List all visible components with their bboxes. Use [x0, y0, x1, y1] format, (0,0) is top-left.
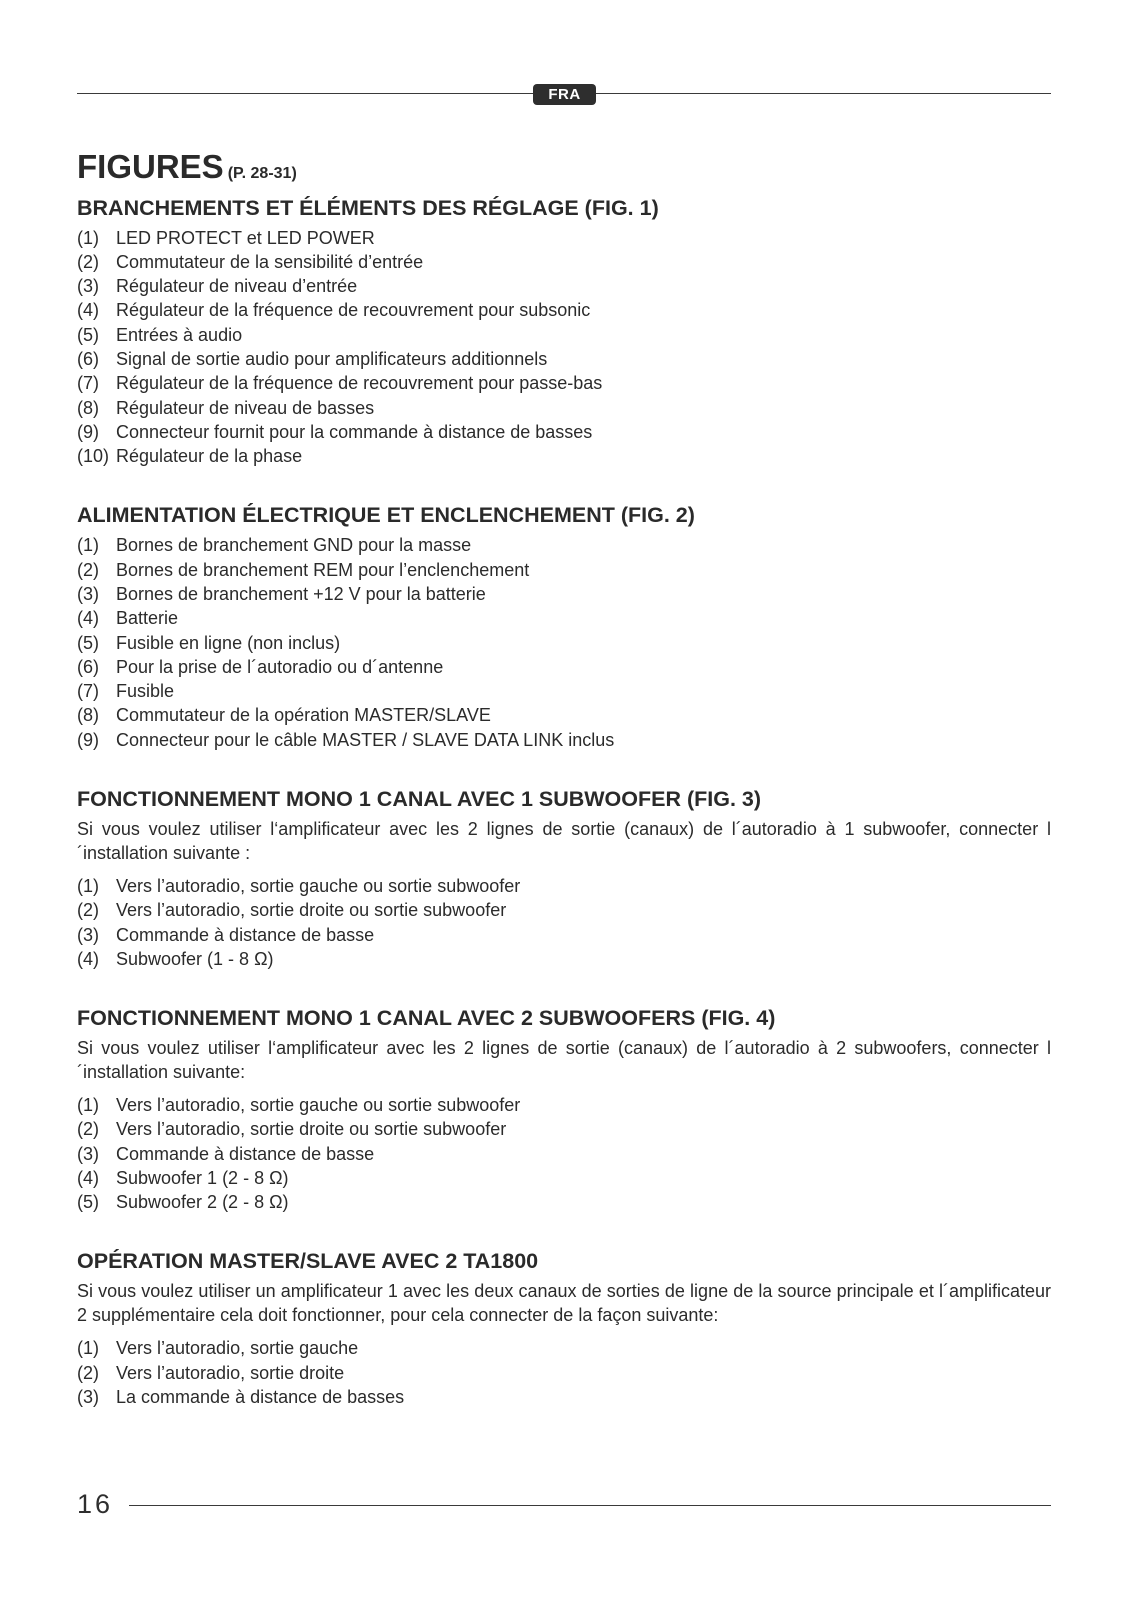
item-number: (1) — [77, 227, 99, 248]
item-number: (4) — [77, 300, 99, 321]
item-text: Connecteur fournit pour la commande à distance de basses — [116, 421, 593, 442]
list-item — [77, 298, 1051, 322]
item-number: (1) — [77, 1338, 99, 1359]
item-text: Commande à distance de basse — [116, 924, 375, 945]
section-heading: ALIMENTATION ÉLECTRIQUE ET ENCLENCHEMENT (FIG. 2) — [77, 503, 695, 528]
list-item — [77, 728, 1051, 752]
item-number: (2) — [77, 1362, 99, 1383]
item-number: (3) — [77, 583, 99, 604]
item-number: (3) — [77, 1386, 99, 1407]
section — [77, 1005, 1051, 1214]
item-number: (3) — [77, 924, 99, 945]
item-number: (5) — [77, 632, 99, 653]
item-text: Bornes de branchement +12 V pour la batterie — [116, 583, 486, 604]
list-item — [77, 1336, 1051, 1360]
list-item — [77, 323, 1051, 347]
item-text: Régulateur de niveau de basses — [116, 397, 375, 418]
item-text: Signal de sortie audio pour amplificateurs additionnels — [116, 349, 548, 369]
list-item — [77, 898, 1051, 922]
item-text: Commutateur de la sensibilité d’entrée — [116, 251, 424, 272]
item-number: (4) — [77, 948, 99, 969]
section — [77, 195, 1051, 469]
item-text: Commutateur de la opération MASTER/SLAVE — [116, 705, 491, 726]
item-text: Vers l’autoradio, sortie droite ou sortie subwoofer — [116, 1119, 507, 1140]
item-text: Subwoofer 1 (2 - 8 Ω) — [116, 1167, 289, 1188]
item-text: Batterie — [116, 608, 179, 629]
item-text: Subwoofer (1 - 8 Ω) — [116, 948, 274, 969]
sections-container — [77, 195, 1051, 1410]
item-number: (1) — [77, 535, 99, 556]
list-item — [77, 655, 1051, 679]
list-item — [77, 631, 1051, 655]
item-text: Bornes de branchement REM pour l’enclenchement — [116, 559, 530, 580]
item-text: Connecteur pour le câble MASTER / SLAVE DATA LINK inclus — [116, 729, 615, 750]
item-text: Vers l’autoradio, sortie droite ou sortie subwoofer — [116, 900, 507, 921]
item-number: (8) — [77, 397, 99, 418]
page-content — [77, 150, 1051, 1443]
list-item — [77, 371, 1051, 395]
language-badge: FRA — [533, 84, 596, 105]
list-item — [77, 679, 1051, 703]
item-text: Vers l’autoradio, sortie gauche — [116, 1338, 359, 1359]
item-list — [77, 533, 1051, 752]
item-text: Subwoofer 2 (2 - 8 Ω) — [116, 1192, 289, 1213]
list-item — [77, 1361, 1051, 1385]
list-item — [77, 874, 1051, 898]
list-item — [77, 1142, 1051, 1166]
section — [77, 502, 1051, 752]
item-number: (6) — [77, 656, 99, 677]
item-text: Entrées à audio — [116, 324, 243, 345]
list-item — [77, 1117, 1051, 1141]
item-list — [77, 1093, 1051, 1214]
list-item — [77, 947, 1051, 971]
list-item — [77, 444, 1051, 468]
item-number: (9) — [77, 729, 99, 750]
item-text: Vers l’autoradio, sortie gauche ou sortie subwoofer — [116, 875, 521, 896]
item-number: (2) — [77, 1119, 99, 1140]
list-item — [77, 533, 1051, 557]
item-text: Régulateur de niveau d’entrée — [116, 276, 358, 297]
item-number: (3) — [77, 276, 99, 297]
list-item — [77, 1166, 1051, 1190]
item-number: (5) — [77, 324, 99, 345]
item-number: (1) — [77, 875, 99, 896]
list-item — [77, 923, 1051, 947]
item-number: (6) — [77, 349, 99, 369]
section — [77, 786, 1051, 971]
item-text: Régulateur de la fréquence de recouvrement pour passe-bas — [116, 373, 603, 394]
item-number: (7) — [77, 681, 99, 702]
section-heading: BRANCHEMENTS ET ÉLÉMENTS DES RÉGLAGE (FIG. 1) — [77, 195, 659, 220]
section-intro: Si vous voulez utiliser un amplificateur 1 avec les deux canaux de sorties de ligne de la source principale et l´amplificateur 2 supplémentaire cela doit fonctionner, pour cela connecter de la façon suivante: — [77, 1281, 1051, 1326]
list-item — [77, 1190, 1051, 1214]
item-text: La commande à distance de basses — [116, 1386, 405, 1407]
item-text: Commande à distance de basse — [116, 1143, 375, 1164]
list-item — [77, 1385, 1051, 1409]
item-text: Pour la prise de l´autoradio ou d´antenne — [116, 656, 444, 677]
item-number: (2) — [77, 559, 99, 580]
item-list — [77, 1336, 1051, 1409]
list-item — [77, 606, 1051, 630]
list-item — [77, 1093, 1051, 1117]
footer-rule — [129, 1505, 1051, 1506]
section-heading: FONCTIONNEMENT MONO 1 CANAL AVEC 2 SUBWOOFERS (FIG. 4) — [77, 1006, 776, 1031]
section-intro: Si vous voulez utiliser l‘amplificateur avec les 2 lignes de sortie (canaux) de l´autoradio à 2 subwoofers, connecter l´installation suivante: — [77, 1037, 1051, 1082]
page-number: 16 — [77, 1489, 114, 1519]
list-item — [77, 582, 1051, 606]
item-number: (2) — [77, 251, 99, 272]
page-title — [77, 150, 1051, 185]
page-title-text: FIGURES — [77, 148, 224, 185]
item-number: (4) — [77, 608, 99, 629]
list-item — [77, 558, 1051, 582]
section-heading: FONCTIONNEMENT MONO 1 CANAL AVEC 1 SUBWOOFER (FIG. 3) — [77, 787, 762, 812]
item-text: LED PROTECT et LED POWER — [116, 227, 375, 248]
section — [77, 1248, 1051, 1409]
item-number: (2) — [77, 900, 99, 921]
item-text: Vers l’autoradio, sortie droite — [116, 1362, 345, 1383]
list-item — [77, 347, 1051, 371]
list-item — [77, 420, 1051, 444]
item-number: (4) — [77, 1167, 99, 1188]
item-text: Fusible — [116, 681, 175, 702]
list-item — [77, 250, 1051, 274]
list-item — [77, 396, 1051, 420]
list-item — [77, 274, 1051, 298]
section-intro: Si vous voulez utiliser l‘amplificateur avec les 2 lignes de sortie (canaux) de l´autoradio à 1 subwoofer, connecter l´installation suivante : — [77, 818, 1051, 863]
item-number: (1) — [77, 1094, 99, 1115]
item-number: (3) — [77, 1143, 99, 1164]
item-text: Fusible en ligne (non inclus) — [116, 632, 341, 653]
item-list — [77, 226, 1051, 469]
item-number: (8) — [77, 705, 99, 726]
page-title-pages: (P. 28-31) — [227, 165, 297, 182]
list-item — [77, 226, 1051, 250]
item-list — [77, 874, 1051, 971]
item-number: (7) — [77, 373, 99, 394]
item-text: Bornes de branchement GND pour la masse — [116, 535, 472, 556]
item-number: (9) — [77, 421, 99, 442]
item-text: Régulateur de la phase — [116, 446, 303, 467]
item-number: (5) — [77, 1192, 99, 1213]
item-text: Vers l’autoradio, sortie gauche ou sortie subwoofer — [116, 1094, 521, 1115]
item-text: Régulateur de la fréquence de recouvrement pour subsonic — [116, 300, 591, 321]
section-heading: OPÉRATION MASTER/SLAVE AVEC 2 TA1800 — [77, 1249, 539, 1274]
item-number: (10) — [77, 446, 110, 467]
list-item — [77, 703, 1051, 727]
